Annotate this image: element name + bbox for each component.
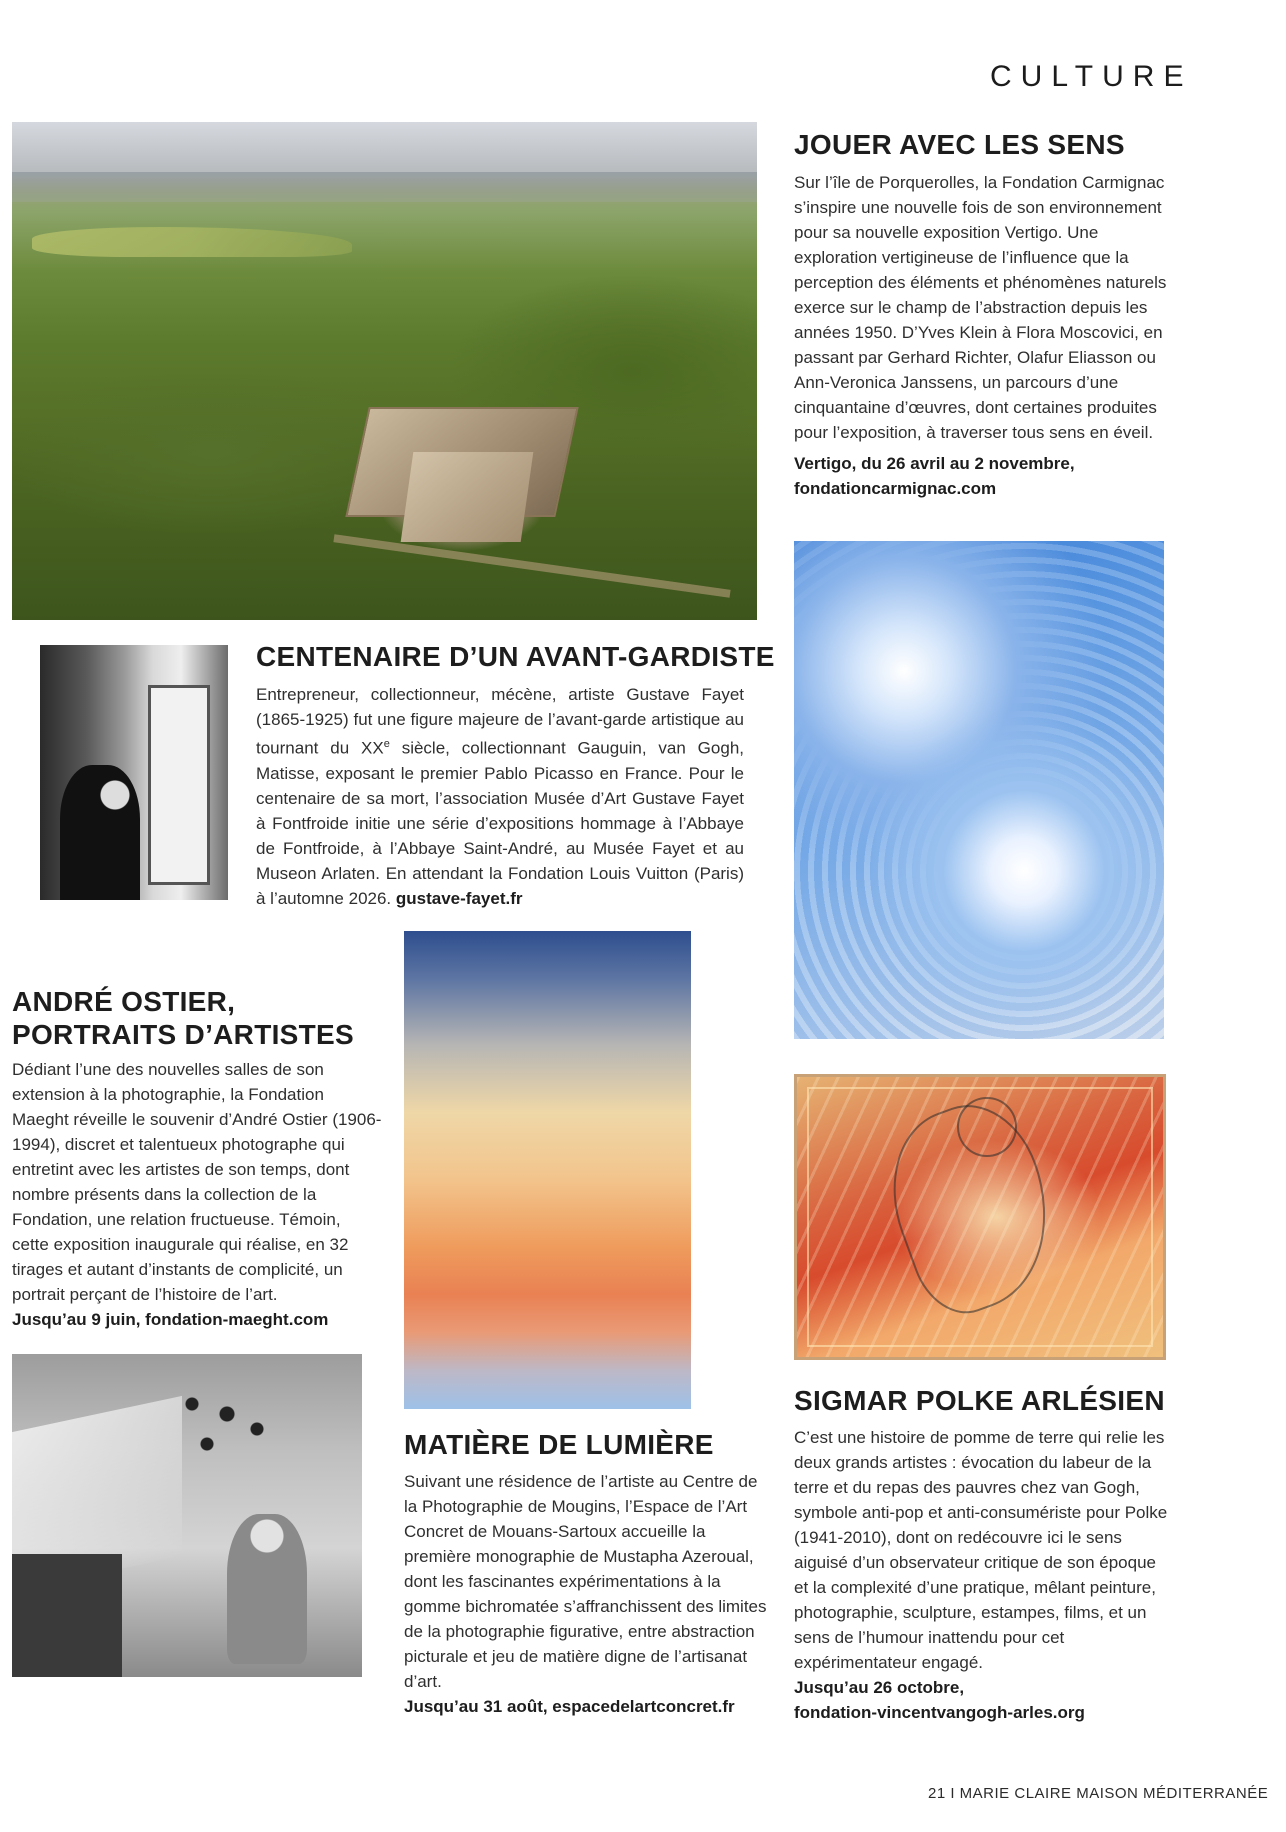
polke-info-dates: Jusqu’au 26 octobre, [794, 1678, 965, 1697]
ostier-title-line2: PORTRAITS D’ARTISTES [12, 1019, 355, 1050]
figure-head-drawing [957, 1097, 1017, 1157]
ostier-info[interactable]: Jusqu’au 9 juin, fondation-maeght.com [12, 1310, 329, 1329]
fields [32, 227, 352, 257]
polke-body-text: C’est une histoire de pomme de terre qui relie les deux grands artistes : évocation du labeur de la terre et du repas des pauvres chez van Gogh, symbole anti-pop et anti-consumériste pour Polke (1941-2010), dont on redécouvre ici le sens aiguisé d’un observateur critique de son époque et la complexité d’une pratique, mêlant peinture, photographie, sculpture, estampes, films, et un sens de l’humour inattendu pour cet expérimentateur engagé. [794, 1428, 1168, 1672]
azeroual-gradient-photo [404, 931, 691, 1409]
jouer-body-text: Sur l’île de Porquerolles, la Fondation Carmignac s’inspire une nouvelle fois de son environnement pour sa nouvelle exposition Vertigo. Une exploration vertigineuse de l’influence que la perception des éléments et phénomènes naturels exerce sur le champ de l’abstraction depuis les années 1950. D’Yves Klein à Flora Moscovici, en passant par Gerhard Richter, Olafur Eliasson ou Ann-Veronica Janssens, un parcours d’une cinquantaine d’œuvres, dont certaines produites pour l’exposition, à traverser tous sens en éveil. [794, 173, 1167, 442]
ostier-body [12, 1057, 382, 1332]
matiere-body-text: Suivant une résidence de l’artiste au Centre de la Photographie de Mougins, l’Espace de l’Art Concret de Mouans-Sartoux accueille la première monographie de Mustapha Azeroual, dont les fascinantes expérimentations à la gomme bichromatée s’affranchissent des limites de la photographie figurative, entre abstraction picturale et jeu de matière digne de l’artisanat d’art. [404, 1472, 767, 1691]
section-label: CULTURE [990, 60, 1193, 93]
wall-pictures [182, 1394, 272, 1464]
jouer-body [794, 170, 1174, 501]
ostier-body-text: Dédiant l’une des nouvelles salles de son extension à la photographie, la Fondation Maeght réveille le souvenir d’André Ostier (1906-1994), discret et talentueux photographe qui entretint avec les artistes de son temps, dont nombre présents dans la collection de la Fondation, une relation fructueuse. Témoin, cette exposition inaugurale qui réalise, en 32 tirages et autant d’instants de complicité, un portrait perçant de l’histoire de l’art. [12, 1060, 382, 1304]
seated-man [227, 1514, 307, 1664]
vertigo-blue-painting [794, 541, 1164, 1039]
polke-info [794, 1675, 1174, 1725]
matiere-body [404, 1469, 772, 1719]
centenaire-info-link[interactable]: gustave-fayet.fr [395, 888, 523, 908]
jouer-info-dates: Vertigo, du 26 avril au 2 novembre, [794, 454, 1075, 473]
polke-body [794, 1425, 1174, 1725]
painter-figure [60, 765, 140, 900]
easel-canvas [148, 685, 210, 885]
jouer-info [794, 451, 1174, 501]
ostier-title [12, 985, 354, 1051]
ostier-portrait-photo [12, 1354, 362, 1677]
polke-info-link[interactable]: fondation-vincentvangogh-arles.org [794, 1703, 1085, 1722]
chair [12, 1554, 122, 1677]
mountain-ridge [12, 172, 757, 202]
centenaire-body-part2: siècle, collectionnant Gauguin, van Gogh, Matisse, exposant le premier Pablo Picasso en France. Pour le centenaire de sa mort, l’association Musée d’Art Gustave Fayet à Fontfroide initie une série d’expositions hommage à l’Abbaye de Fontfroide, à l’Abbaye Saint-André, au Musée Fayet et au Museon Arlaten. En attendant la Fondation Louis Vuitton (Paris) à l’automne 2026. [256, 738, 744, 908]
jouer-info-link[interactable]: fondationcarmignac.com [794, 479, 997, 498]
ostier-title-line1: ANDRÉ OSTIER, [12, 986, 236, 1017]
page-footer: 21 I MARIE CLAIRE MAISON MÉDITERRANÉE [928, 1785, 1269, 1802]
centenaire-body-part1: Entrepreneur, collectionneur, mécène, artiste Gustave Fayet (1865-1925) fut une figure majeure de l’avant-garde artistique au tournant du XX [256, 685, 744, 758]
fayet-portrait-photo [40, 645, 228, 900]
matiere-info[interactable]: Jusqu’au 31 août, espacedelartconcret.fr [404, 1697, 735, 1716]
centenaire-title: CENTENAIRE D’UN AVANT-GARDISTE [256, 641, 775, 672]
matiere-title: MATIÈRE DE LUMIÈRE [404, 1429, 714, 1460]
polke-title: SIGMAR POLKE ARLÉSIEN [794, 1385, 1165, 1416]
road [333, 534, 730, 598]
jouer-title: JOUER AVEC LES SENS [794, 129, 1125, 160]
abbey-landscape-photo [12, 122, 757, 620]
centenaire-body-sup: e [383, 738, 390, 750]
centenaire-body [256, 682, 744, 911]
polke-painting [794, 1074, 1166, 1360]
abbey-cloister [401, 452, 534, 542]
